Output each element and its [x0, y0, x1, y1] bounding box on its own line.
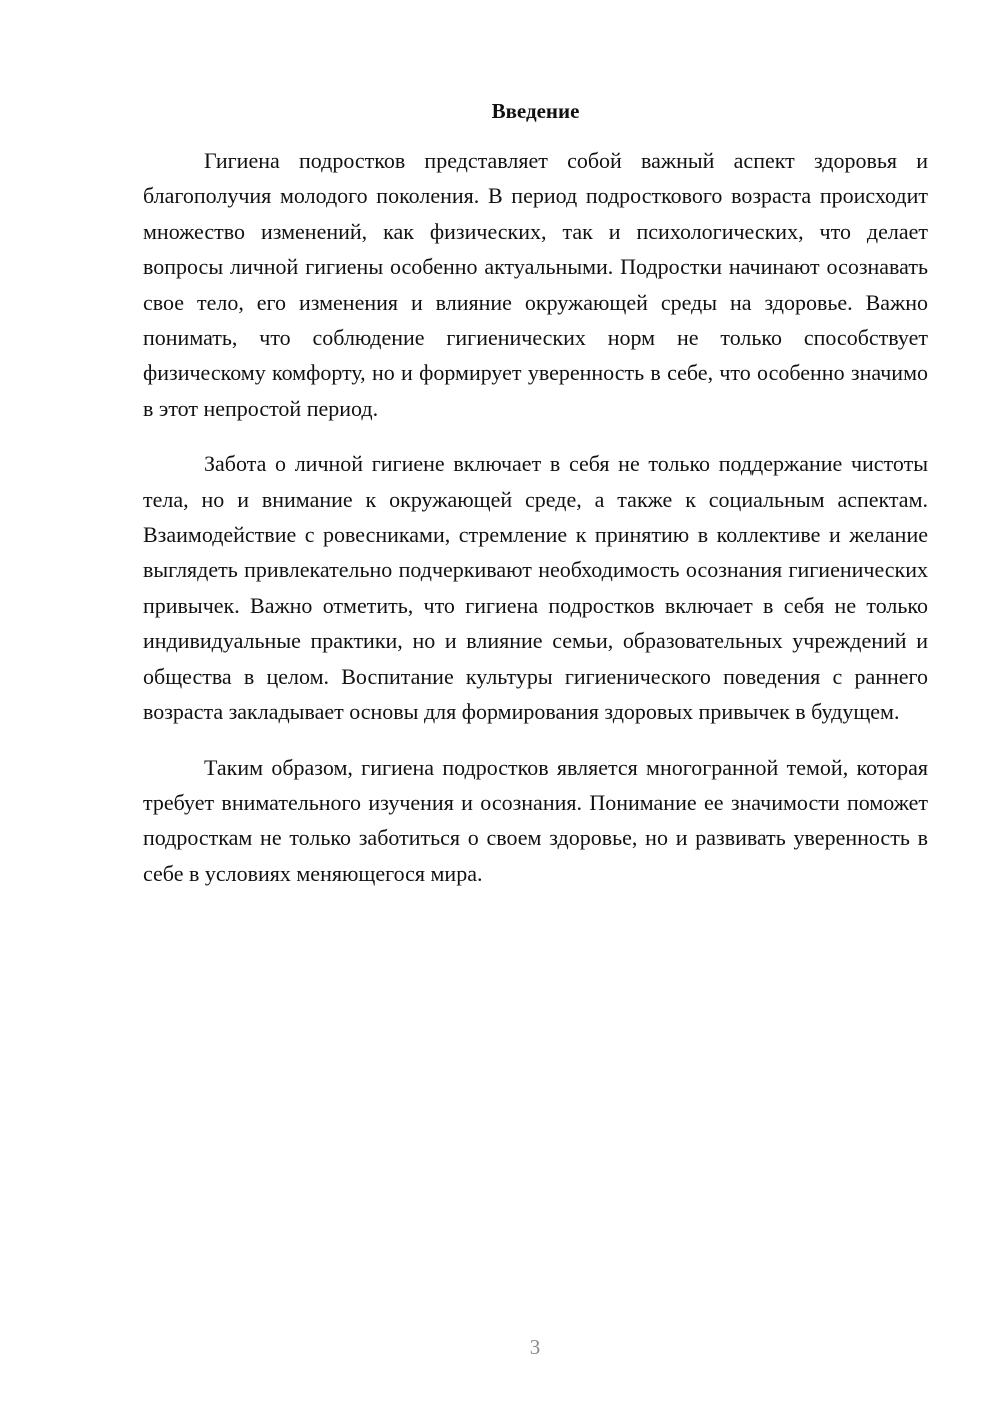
page-number: 3: [529, 1335, 541, 1359]
section-heading: Введение: [491, 99, 580, 123]
paragraph-1: Гигиена подростков представляет собой важный аспект здоровья и благополучия молодого поколения. В период подросткового возраста происходит множество изменений, как физических, так и психологических, что делает вопросы личной гигиены особенно актуальными. Подростки начинают осознавать свое тело, его изменения и влияние окружающей среды на здоровье. Важно понимать, что соблюдение гигиенических норм не только способствует физическому комфорту, но и формирует уверенность в себе, что особенно значимо в этот непростой период.: [143, 148, 928, 421]
body-text: [143, 143, 928, 911]
paragraph-3: Таким образом, гигиена подростков является многогранной темой, которая требует внимательного изучения и осознания. Понимание ее значимости поможет подросткам не только заботиться о своем здоровье, но и развивать уверенность в себе в условиях меняющегося мира.: [143, 754, 928, 886]
paragraph-2: Забота о личной гигиене включает в себя не только поддержание чистоты тела, но и внимание к окружающей среде, а также к социальным аспектам. Взаимодействие с ровесниками, стремление к принятию в коллективе и желание выглядеть привлекательно подчеркивают необходимость осознания гигиенических привычек. Важно отметить, что гигиена подростков включает в себя не только индивидуальные практики, но и влияние семьи, образовательных учреждений и общества в целом. Воспитание культуры гигиенического поведения с раннего возраста закладывает основы для формирования здоровых привычек в будущем.: [143, 451, 928, 725]
